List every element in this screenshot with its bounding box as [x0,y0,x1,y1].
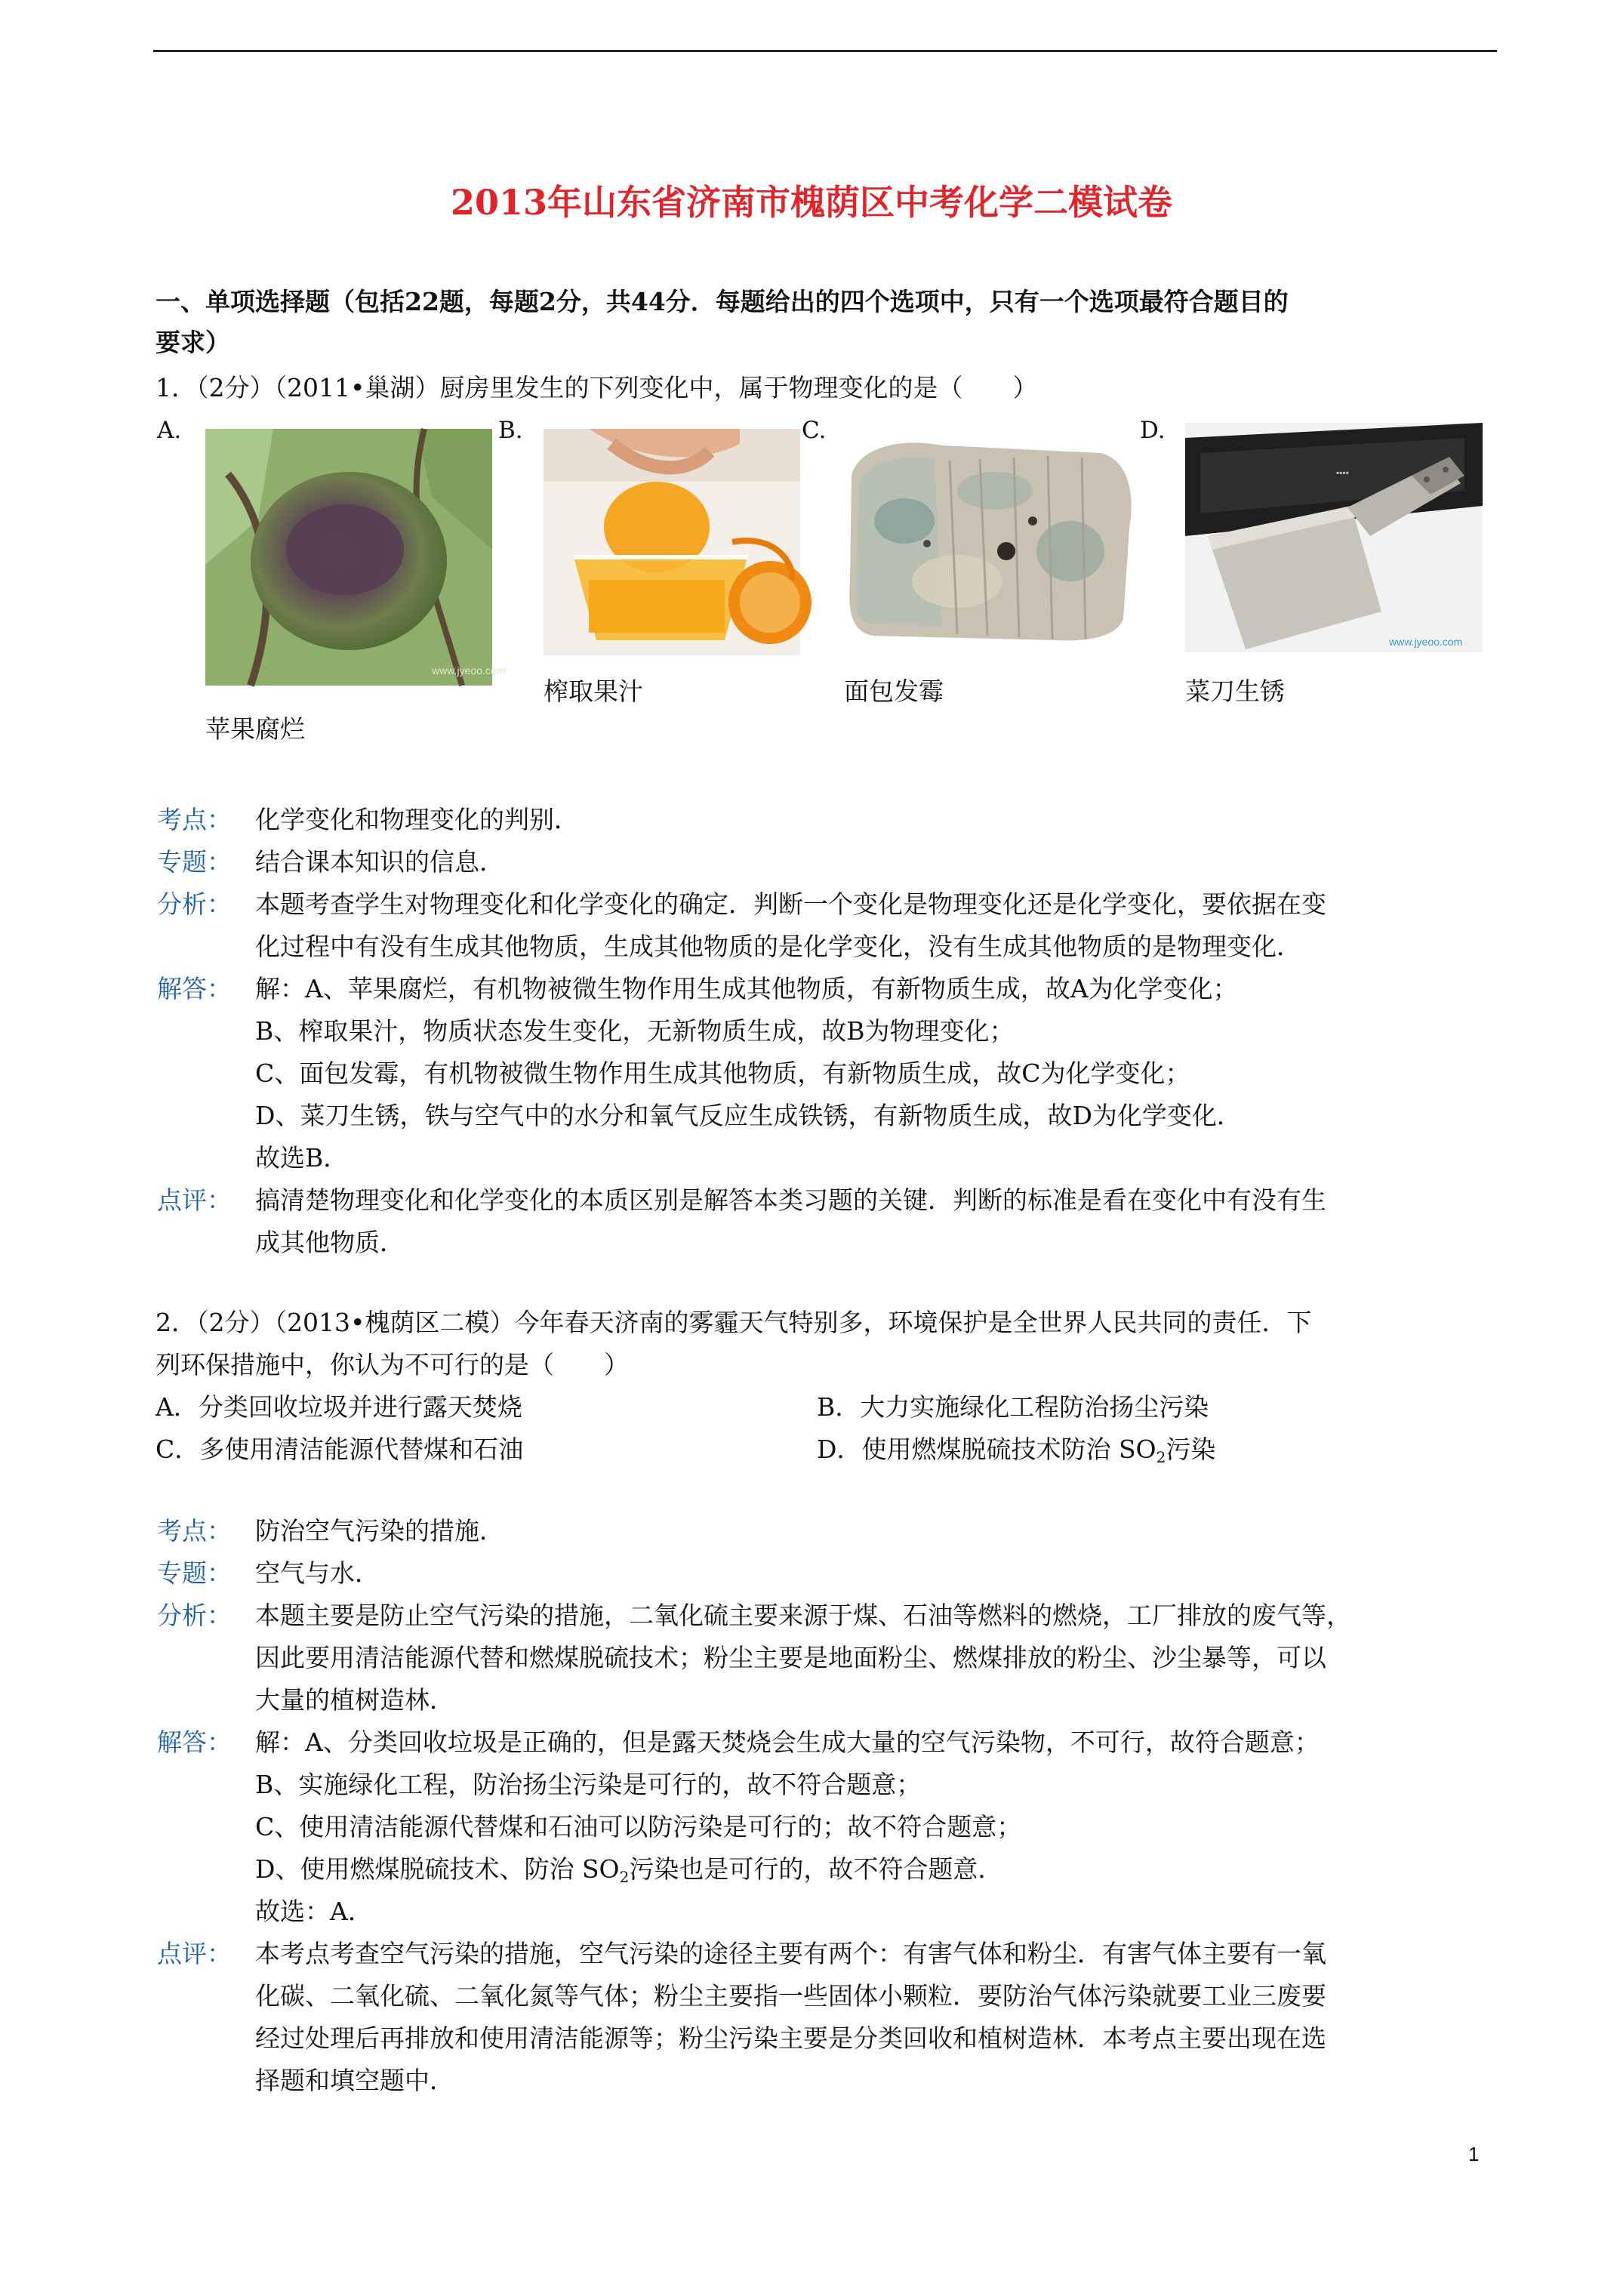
section-heading-cont: 要求） [156,328,230,357]
page-title: 2013年山东省济南市槐荫区中考化学二模试卷 [450,182,1173,223]
page-number: 1 [1468,2143,1480,2165]
q1-jieda-label: 解答： [157,974,232,1003]
q1-option-c-caption: 面包发霉 [844,676,944,706]
q2-option-b: B．大力实施绿化工程防治扬尘污染 [817,1392,1209,1422]
moldy-bread-image [844,430,1138,649]
image-watermark: www.jyeoo.com [1389,636,1463,648]
q1-jieda-line-1: 解：A、苹果腐烂，有机物被微生物作用生成其他物质，有新物质生成，故A为化学变化； [255,974,1238,1003]
rotten-apple-image [205,429,506,686]
q2-jieda-line-2: B、实施绿化工程，防治扬尘污染是可行的，故不符合题意； [255,1770,922,1799]
juicer-image [544,429,800,655]
q1-jieda-line-4: D、菜刀生锈，铁与空气中的水分和氧气反应生成铁锈，有新物质生成，故D为化学变化． [255,1101,1242,1130]
q2-jieda-label: 解答： [157,1727,232,1757]
q1-kaodian-label: 考点： [157,805,232,834]
q2-option-d: D．使用燃煤脱硫技术防治 $SO_2$污染 [817,1435,1216,1466]
q1-dianping-label: 点评： [157,1185,232,1215]
svg-text:▪▪▪▪: ▪▪▪▪ [1336,467,1350,478]
q1-option-b-photo [544,429,800,655]
cleaver-image [1185,423,1483,652]
q2-option-a: A．分类回收垃圾并进行露天焚烧 [156,1392,522,1422]
q2-fenxi-line-1: 本题主要是防止空气污染的措施，二氧化硫主要来源于煤、石油等燃料的燃烧，工厂排放的废气等， [255,1601,1351,1630]
header-rule [153,50,1497,52]
q1-jieda-line-5: 故选B． [255,1143,349,1173]
image-watermark: www.jyeoo.com [432,664,506,676]
q1-zhuanti-label: 专题： [157,847,232,877]
q1-stem: 1．（2分）（2011•巢湖）厨房里发生的下列变化中，属于物理变化的是（ ） [156,373,1038,402]
q2-fenxi-line-2: 因此要用清洁能源代替和燃煤脱硫技术；粉尘主要是地面粉尘、燃煤排放的粉尘、沙尘暴等，可以 [255,1643,1326,1672]
q1-dianping-line-1: 搞清楚物理变化和化学变化的本质区别是解答本类习题的关键．判断的标准是看在变化中有没有生 [255,1185,1326,1215]
q1-option-a-caption: 苹果腐烂 [205,714,305,744]
section-heading: 一、单项选择题（包括22题，每题2分，共44分．每题给出的四个选项中，只有一个选项最符合题目的 [156,287,1289,316]
q1-zhuanti-text: 结合课本知识的信息． [255,847,504,877]
q1-option-d-letter: D. [1140,417,1166,444]
q1-option-d-photo [1185,423,1483,652]
q1-fenxi-label: 分析： [157,889,232,919]
q1-option-c-photo [844,430,1138,649]
q2-dianping-line-3: 经过处理后再排放和使用清洁能源等；粉尘污染主要是分类回收和植树造林．本考点主要出现在选 [255,2023,1326,2053]
q2-option-c: C．多使用清洁能源代替煤和石油 [156,1435,524,1464]
q1-option-c-letter: C. [802,417,827,444]
q2-fenxi-line-3: 大量的植树造林． [255,1685,454,1715]
q1-option-d-caption: 菜刀生锈 [1185,676,1285,706]
q2-stem-line-2: 列环保措施中，你认为不可行的是（ ） [156,1350,629,1379]
q1-option-a-photo [205,429,506,686]
q2-kaodian-text: 防治空气污染的措施． [255,1516,504,1546]
q2-kaodian-label: 考点： [157,1516,232,1546]
q2-dianping-line-1: 本考点考查空气污染的措施，空气污染的途径主要有两个：有害气体和粉尘．有害气体主要有一氧 [255,1939,1326,1968]
q2-jieda-line-3: C、使用清洁能源代替煤和石油可以防污染是可行的；故不符合题意； [255,1812,1022,1841]
q2-dianping-label: 点评： [157,1939,232,1968]
q2-dianping-line-2: 化碳、二氧化硫、二氧化氮等气体；粉尘主要指一些固体小颗粒．要防治气体污染就要工业三废要 [255,1981,1326,2011]
q2-zhuanti-text: 空气与水． [255,1558,380,1588]
q2-fenxi-label: 分析： [157,1601,232,1630]
q2-stem-line-1: 2．（2分）（2013•槐荫区二模）今年春天济南的雾霾天气特别多，环境保护是全世界人民共同的责任．下 [156,1308,1312,1337]
q1-option-a-letter: A. [157,417,182,444]
q1-dianping-line-2: 成其他物质． [255,1228,405,1257]
q1-fenxi-line-2: 化过程中有没有生成其他物质，生成其他物质的是化学变化，没有生成其他物质的是物理变化． [255,932,1301,961]
q1-fenxi-line-1: 本题考查学生对物理变化和化学变化的确定．判断一个变化是物理变化还是化学变化，要依据在变 [255,889,1326,919]
q2-dianping-line-4: 择题和填空题中． [255,2066,454,2095]
q1-jieda-line-3: C、面包发霉，有机物被微生物作用生成其他物质，有新物质生成，故C为化学变化； [255,1059,1190,1088]
q1-kaodian-text: 化学变化和物理变化的判别． [255,805,579,834]
q1-jieda-line-2: B、榨取果汁，物质状态发生变化，无新物质生成，故B为物理变化； [255,1016,1015,1046]
q2-jieda-line-5: 故选：A． [255,1897,373,1926]
q1-option-b-caption: 榨取果汁 [544,676,643,706]
q1-option-b-letter: B. [498,417,523,444]
q2-jieda-line-1: 解：A、分类回收垃圾是正确的，但是露天焚烧会生成大量的空气污染物，不可行，故符合题意； [255,1727,1320,1757]
q2-jieda-line-4: D、使用燃煤脱硫技术、防治 $SO_2$污染也是可行的，故不符合题意． [255,1854,1003,1886]
q2-zhuanti-label: 专题： [157,1558,232,1588]
